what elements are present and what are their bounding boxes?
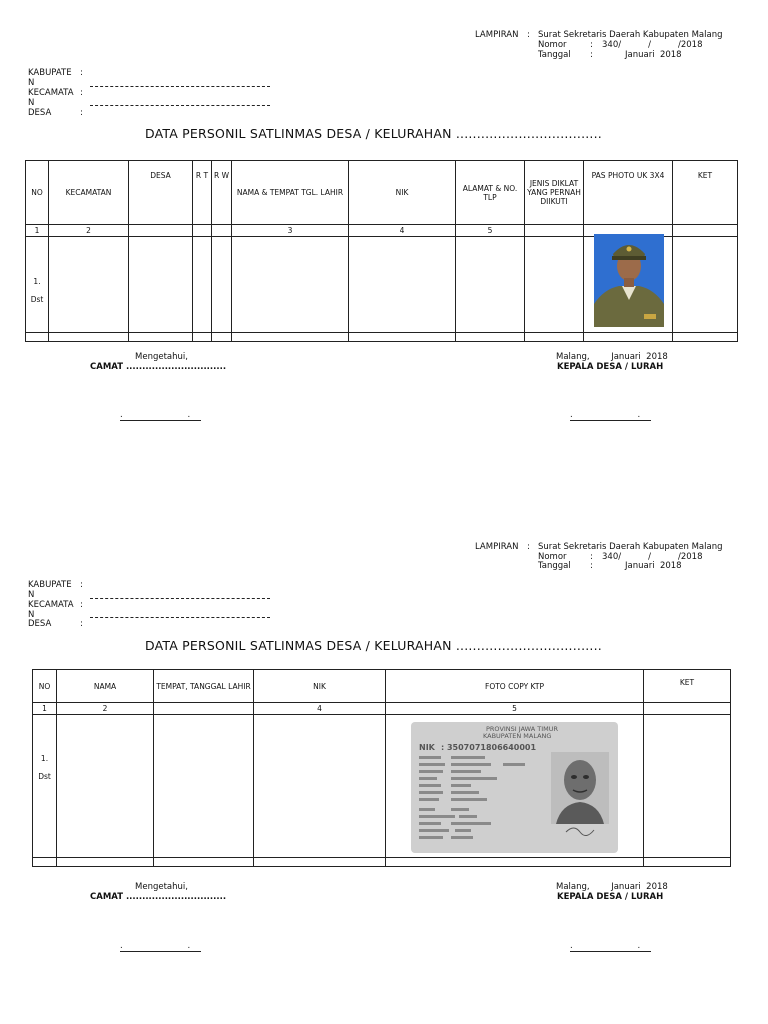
ktp-image [411, 722, 618, 853]
camat-label: CAMAT ............................... [90, 892, 227, 902]
kepala-signature-line: . . [570, 941, 651, 952]
kecamatan-sep: : [80, 88, 83, 98]
header-no: NO [33, 670, 57, 703]
header-nik: NIK [254, 670, 386, 703]
kabupaten-fill-line [90, 598, 270, 599]
lampiran-label: LAMPIRAN [475, 542, 519, 552]
desa-label: DESA [28, 619, 52, 629]
table-2-dashed-divider [32, 857, 730, 858]
table-header-row [26, 161, 738, 225]
num-cell: 5 [386, 703, 644, 715]
ktp-nik-label: NIK [419, 743, 435, 752]
kecamatan-label-2: N [28, 610, 35, 620]
header-no: NO [26, 161, 49, 225]
lampiran-value: Surat Sekretaris Daerah Kabupaten Malang [538, 542, 723, 552]
kecamatan-label-1: KECAMATA [28, 88, 74, 98]
num-cell [193, 225, 212, 237]
kepala-desa-label: KEPALA DESA / LURAH [557, 362, 664, 372]
nomor-sep: : [590, 40, 593, 50]
num-cell [154, 703, 254, 715]
page-title: DATA PERSONIL SATLINMAS DESA / KELURAHAN ................................... [145, 638, 602, 653]
lampiran-sep: : [527, 542, 530, 552]
header-nama-ttl: NAMA & TEMPAT TGL. LAHIR [232, 161, 349, 225]
camat-signature-line: . . [120, 410, 201, 421]
pas-photo-image [594, 234, 664, 327]
num-cell: 3 [232, 225, 349, 237]
header-nik: NIK [349, 161, 456, 225]
header-diklat: JENIS DIKLAT YANG PERNAH DIIKUTI [525, 161, 584, 225]
header-desa: DESA [129, 161, 193, 225]
num-cell: 5 [456, 225, 525, 237]
tanggal-sep: : [590, 561, 593, 571]
page-title: DATA PERSONIL SATLINMAS DESA / KELURAHAN ................................... [145, 126, 602, 141]
tanggal-value: Januari 2018 [625, 50, 682, 60]
lampiran-value: Surat Sekretaris Daerah Kabupaten Malang [538, 30, 723, 40]
desa-sep: : [80, 619, 83, 629]
kecamatan-label-1: KECAMATA [28, 600, 74, 610]
kabupaten-label-2: N [28, 590, 35, 600]
kepala-signature-line: . . [570, 410, 651, 421]
nomor-label: Nomor [538, 40, 567, 50]
table-row [33, 715, 731, 858]
header-rw: R W [212, 161, 232, 225]
num-cell: 4 [254, 703, 386, 715]
row-no: 1. [40, 754, 49, 763]
kecamatan-sep: : [80, 600, 83, 610]
kabupaten-sep: : [80, 68, 83, 78]
kecamatan-fill-line [90, 617, 270, 618]
row-dst: Dst [30, 295, 44, 304]
place-date-label: Malang, Januari 2018 [556, 352, 668, 362]
kepala-desa-label: KEPALA DESA / LURAH [557, 892, 664, 902]
row-no-cell [33, 715, 57, 858]
nomor-value: 340/ / /2018 [602, 40, 703, 50]
header-rt: R T [193, 161, 212, 225]
kabupaten-label-1: KABUPATE [28, 68, 72, 78]
table-number-row [33, 703, 731, 715]
lampiran-sep: : [527, 30, 530, 40]
num-cell [212, 225, 232, 237]
num-cell: 1 [26, 225, 49, 237]
header-tempat-tanggal-lahir: TEMPAT, TANGGAL LAHIR [154, 670, 254, 703]
header-nama: NAMA [57, 670, 154, 703]
header-ket: KET [644, 670, 731, 703]
ktp-nik-value: : 3507071806640001 [441, 743, 537, 752]
person-photo-icon [594, 234, 664, 327]
num-cell: 2 [49, 225, 129, 237]
desa-label: DESA [28, 108, 52, 118]
header-alamat: ALAMAT & NO. TLP [456, 161, 525, 225]
table-footer-row [33, 858, 731, 867]
ktp-regency: KABUPATEN MALANG [483, 732, 552, 740]
table-header-row [33, 670, 731, 703]
kabupaten-fill-line [90, 86, 270, 87]
table-footer-row [26, 333, 738, 342]
tanggal-label: Tanggal [538, 50, 571, 60]
header-kecamatan: KECAMATAN [49, 161, 129, 225]
header-foto-copy-ktp: FOTO COPY KTP [386, 670, 644, 703]
ktp-province: PROVINSI JAWA TIMUR [486, 725, 559, 733]
nomor-label: Nomor [538, 552, 567, 562]
header-pas-photo: PAS PHOTO UK 3X4 [584, 161, 673, 225]
camat-label: CAMAT ............................... [90, 362, 227, 372]
ktp-photo-icon [411, 722, 618, 853]
kabupaten-sep: : [80, 580, 83, 590]
num-cell [129, 225, 193, 237]
mengetahui-label: Mengetahui, [135, 352, 188, 362]
kecamatan-fill-line [90, 105, 270, 106]
place-date-label: Malang, Januari 2018 [556, 882, 668, 892]
num-cell: 2 [57, 703, 154, 715]
nomor-sep: : [590, 552, 593, 562]
num-cell [525, 225, 584, 237]
nomor-value: 340/ / /2018 [602, 552, 703, 562]
tanggal-label: Tanggal [538, 561, 571, 571]
num-cell: 4 [349, 225, 456, 237]
lampiran-label: LAMPIRAN [475, 30, 519, 40]
row-no-cell [26, 237, 49, 333]
tanggal-sep: : [590, 50, 593, 60]
num-cell: 1 [33, 703, 57, 715]
table-1-dashed-divider [25, 332, 737, 333]
tanggal-value: Januari 2018 [625, 561, 682, 571]
num-cell [644, 703, 731, 715]
mengetahui-label: Mengetahui, [135, 882, 188, 892]
kecamatan-label-2: N [28, 98, 35, 108]
kabupaten-label-2: N [28, 78, 35, 88]
row-dst: Dst [38, 772, 51, 781]
header-ket: KET [673, 161, 738, 225]
camat-signature-line: . . [120, 941, 201, 952]
desa-sep: : [80, 108, 83, 118]
num-cell [673, 225, 738, 237]
personnel-table-2 [32, 669, 731, 867]
row-no: 1. [33, 277, 41, 286]
kabupaten-label-1: KABUPATE [28, 580, 72, 590]
